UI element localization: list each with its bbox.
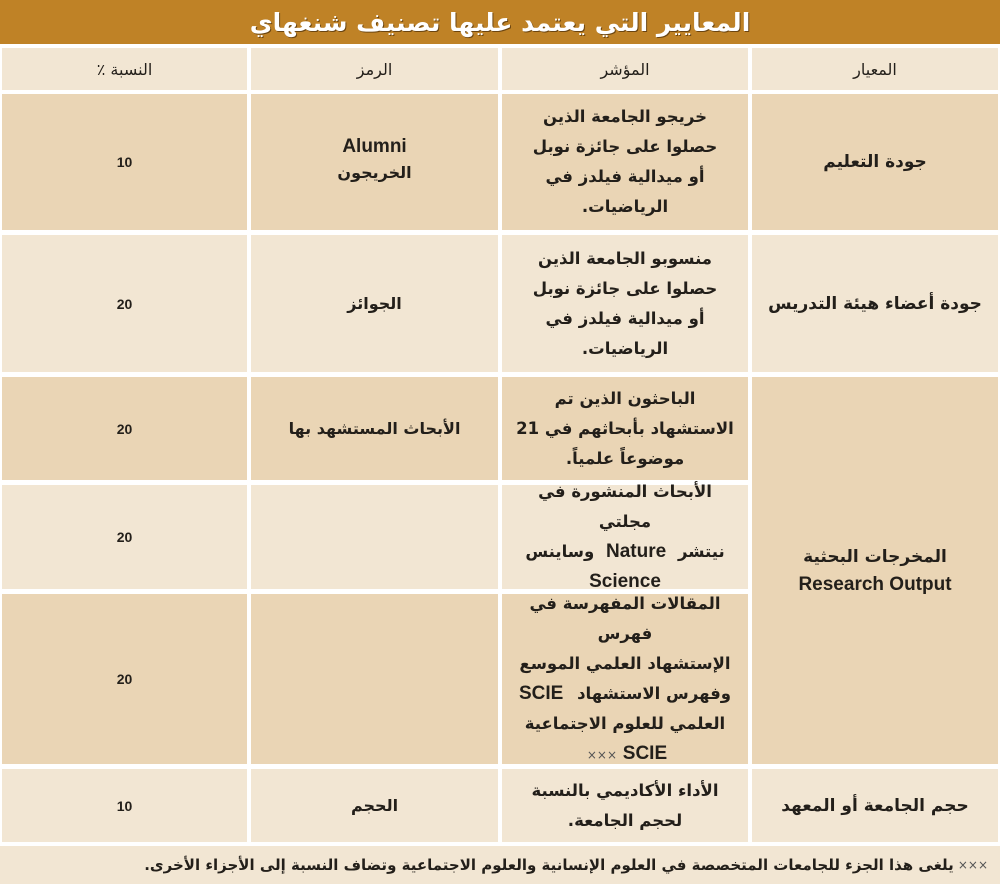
indicator-line: حصلوا على جائزة نوبل	[532, 278, 718, 298]
criterion-text: حجم الجامعة أو المعهد	[781, 795, 969, 816]
percentage-value: 10	[116, 797, 133, 814]
indicator-word-en: SCIE	[622, 742, 668, 764]
symbol-ar: الحجم	[350, 795, 399, 815]
table-title: المعايير التي يعتمد عليها تصنيف شنغهاي	[249, 7, 751, 37]
row2-symbol	[251, 235, 498, 372]
footnote-mark: ×××	[586, 747, 618, 762]
criterion-text-ar: المخرجات البحثية	[803, 546, 947, 567]
row3a-indicator	[502, 377, 748, 480]
indicator-line	[583, 739, 667, 770]
indicator-word: وفهرس الاستشهاد	[577, 683, 732, 703]
symbol-ar: الجوائز	[347, 293, 402, 313]
indicator-word-en: Science	[589, 571, 661, 592]
indicator-line: لحجم الجامعة.	[567, 810, 683, 830]
indicator-word: نيتشر	[677, 542, 725, 561]
header-symbol	[251, 48, 498, 90]
indicator-line: الرياضيات.	[581, 197, 669, 216]
row3b-percentage	[2, 485, 247, 589]
indicator-line: موضوعاً علمياً.	[565, 448, 685, 468]
header-indicator-label: المؤشر	[600, 59, 650, 79]
criterion-text-en: Research Output	[798, 573, 952, 595]
row2-indicator	[502, 235, 748, 372]
indicator-line	[519, 679, 731, 709]
indicator-line: منسوبو الجامعة الذين	[538, 248, 713, 268]
row3c-symbol	[251, 594, 498, 764]
row3a-percentage	[2, 377, 247, 480]
indicator-line	[525, 537, 724, 567]
percentage-value: 20	[116, 671, 133, 687]
indicator-line: الاستشهاد بأبحاثهم في 21	[516, 418, 734, 438]
percentage-value: 20	[116, 529, 133, 545]
header-symbol-label: الرمز	[356, 59, 393, 79]
footnote	[0, 846, 1000, 884]
row2-criterion	[752, 235, 998, 372]
percentage-value: 10	[116, 154, 133, 170]
symbol-ar: الخريجون	[337, 163, 412, 182]
criterion-text: جودة التعليم	[823, 152, 927, 172]
indicator-line: الأبحاث المنشورة في مجلتي	[538, 482, 712, 531]
row1-symbol	[251, 94, 498, 230]
row1-criterion	[752, 94, 998, 230]
indicator-line: خريجو الجامعة الذين	[543, 107, 707, 126]
row3c-percentage	[2, 594, 247, 764]
indicator-line: أو ميدالية فيلدز في	[545, 167, 705, 186]
row4-criterion	[752, 769, 998, 842]
indicator-line: المقالات المفهرسة في فهرس	[529, 593, 721, 643]
row3c-indicator	[502, 594, 748, 764]
table-title-bar	[0, 0, 1000, 44]
footnote-text: يلغى هذا الجزء للجامعات المتخصصة في العلوم الإنسانية والعلوم الاجتماعية وتضاف النسبة إلى الأجزاء الأخرى.	[144, 856, 954, 874]
header-criterion	[752, 48, 998, 90]
header-criterion-label: المعيار	[853, 59, 897, 79]
indicator-line: العلمي للعلوم الاجتماعية	[524, 713, 726, 733]
percentage-value: 20	[116, 420, 133, 437]
indicator-line: الرياضيات.	[581, 338, 669, 358]
footnote-mark: ×××	[957, 858, 988, 872]
indicator-line: أو ميدالية فيلدز في	[545, 308, 705, 328]
indicator-line: الإستشهاد العلمي الموسع	[519, 653, 731, 673]
indicator-line: حصلوا على جائزة نوبل	[532, 137, 718, 156]
indicator-line: الباحثون الذين تم	[554, 388, 696, 408]
row1-percentage	[2, 94, 247, 230]
header-percentage-label: النسبة ٪	[96, 59, 153, 79]
row4-percentage	[2, 769, 247, 842]
indicator-line: الأداء الأكاديمي بالنسبة	[531, 780, 719, 800]
row3b-symbol	[251, 485, 498, 589]
header-indicator	[502, 48, 748, 90]
symbol-en: Alumni	[342, 136, 407, 157]
symbol-ar: الأبحاث المستشهد بها	[288, 418, 461, 438]
indicator-word-en: SCIE	[518, 682, 564, 704]
percentage-value: 20	[116, 295, 133, 312]
row1-indicator	[502, 94, 748, 230]
indicator-word-en: Nature	[606, 541, 667, 562]
row4-symbol	[251, 769, 498, 842]
indicator-word: وساينس	[525, 542, 595, 561]
row3b-indicator	[502, 482, 748, 592]
row2-percentage	[2, 235, 247, 372]
row4-indicator	[502, 769, 748, 842]
row3a-symbol	[251, 377, 498, 480]
criterion-text: جودة أعضاء هيئة التدريس	[768, 293, 982, 314]
header-percentage	[2, 48, 247, 90]
row3-criterion	[752, 377, 998, 764]
